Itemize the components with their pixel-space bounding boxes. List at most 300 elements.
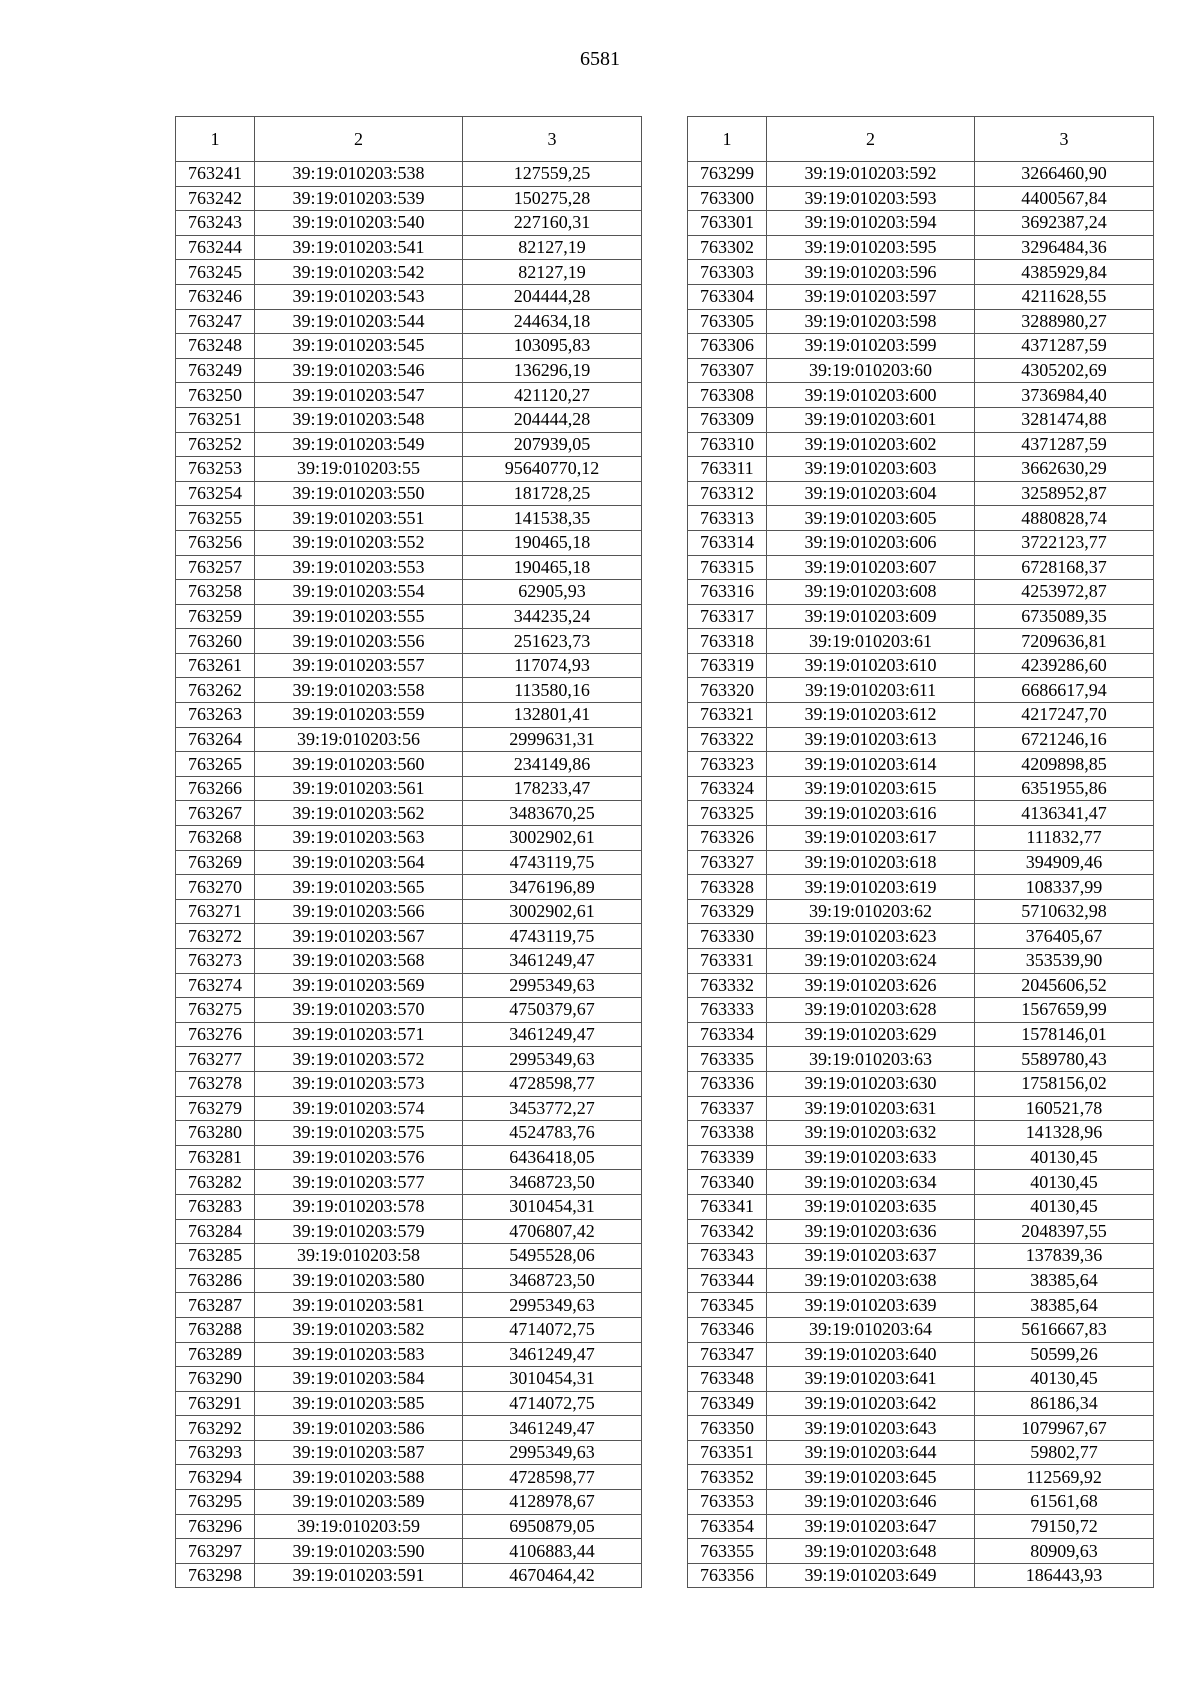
row-number-cell: 763244 bbox=[176, 235, 255, 260]
table-row bbox=[176, 162, 642, 187]
cadastral-number-cell: 39:19:010203:624 bbox=[767, 949, 975, 974]
row-number-cell: 763300 bbox=[688, 186, 767, 211]
row-number-cell: 763251 bbox=[176, 407, 255, 432]
value-cell: 6735089,35 bbox=[975, 604, 1154, 629]
value-cell: 227160,31 bbox=[463, 211, 642, 236]
row-number-cell: 763304 bbox=[688, 284, 767, 309]
value-cell: 3010454,31 bbox=[463, 1367, 642, 1392]
cadastral-number-cell: 39:19:010203:565 bbox=[255, 875, 463, 900]
value-cell: 3468723,50 bbox=[463, 1268, 642, 1293]
row-number-cell: 763265 bbox=[176, 752, 255, 777]
table-row bbox=[688, 383, 1154, 408]
table-row bbox=[176, 1514, 642, 1539]
table-row bbox=[688, 260, 1154, 285]
table-row bbox=[688, 1539, 1154, 1564]
value-cell: 1578146,01 bbox=[975, 1022, 1154, 1047]
table-row bbox=[176, 407, 642, 432]
value-cell: 103095,83 bbox=[463, 334, 642, 359]
value-cell: 137839,36 bbox=[975, 1244, 1154, 1269]
cadastral-number-cell: 39:19:010203:636 bbox=[767, 1219, 975, 1244]
table-row bbox=[688, 1022, 1154, 1047]
cadastral-number-cell: 39:19:010203:541 bbox=[255, 235, 463, 260]
cadastral-number-cell: 39:19:010203:586 bbox=[255, 1416, 463, 1441]
value-cell: 59802,77 bbox=[975, 1440, 1154, 1465]
value-cell: 394909,46 bbox=[975, 850, 1154, 875]
table-row bbox=[176, 998, 642, 1023]
cadastral-number-cell: 39:19:010203:61 bbox=[767, 629, 975, 654]
table-row bbox=[688, 457, 1154, 482]
value-cell: 4217247,70 bbox=[975, 703, 1154, 728]
cadastral-number-cell: 39:19:010203:575 bbox=[255, 1121, 463, 1146]
row-number-cell: 763289 bbox=[176, 1342, 255, 1367]
row-number-cell: 763339 bbox=[688, 1145, 767, 1170]
table-row bbox=[176, 1219, 642, 1244]
row-number-cell: 763335 bbox=[688, 1047, 767, 1072]
value-cell: 3662630,29 bbox=[975, 457, 1154, 482]
row-number-cell: 763329 bbox=[688, 899, 767, 924]
table-row bbox=[688, 162, 1154, 187]
row-number-cell: 763287 bbox=[176, 1293, 255, 1318]
row-number-cell: 763318 bbox=[688, 629, 767, 654]
table-row bbox=[688, 1293, 1154, 1318]
cadastral-number-cell: 39:19:010203:591 bbox=[255, 1563, 463, 1588]
value-cell: 3453772,27 bbox=[463, 1096, 642, 1121]
row-number-cell: 763293 bbox=[176, 1440, 255, 1465]
table-row bbox=[688, 875, 1154, 900]
value-cell: 1567659,99 bbox=[975, 998, 1154, 1023]
table-row bbox=[688, 580, 1154, 605]
cadastral-number-cell: 39:19:010203:646 bbox=[767, 1490, 975, 1515]
cadastral-number-cell: 39:19:010203:584 bbox=[255, 1367, 463, 1392]
row-number-cell: 763257 bbox=[176, 555, 255, 580]
cadastral-number-cell: 39:19:010203:543 bbox=[255, 284, 463, 309]
row-number-cell: 763315 bbox=[688, 555, 767, 580]
row-number-cell: 763253 bbox=[176, 457, 255, 482]
cadastral-number-cell: 39:19:010203:593 bbox=[767, 186, 975, 211]
row-number-cell: 763269 bbox=[176, 850, 255, 875]
table-header-row bbox=[688, 117, 1154, 162]
cadastral-number-cell: 39:19:010203:587 bbox=[255, 1440, 463, 1465]
row-number-cell: 763271 bbox=[176, 899, 255, 924]
cadastral-number-cell: 39:19:010203:639 bbox=[767, 1293, 975, 1318]
cadastral-number-cell: 39:19:010203:643 bbox=[767, 1416, 975, 1441]
value-cell: 117074,93 bbox=[463, 653, 642, 678]
value-cell: 4211628,55 bbox=[975, 284, 1154, 309]
table-row bbox=[688, 801, 1154, 826]
cadastral-number-cell: 39:19:010203:64 bbox=[767, 1317, 975, 1342]
value-cell: 178233,47 bbox=[463, 776, 642, 801]
cadastral-number-cell: 39:19:010203:595 bbox=[767, 235, 975, 260]
cadastral-number-cell: 39:19:010203:588 bbox=[255, 1465, 463, 1490]
value-cell: 190465,18 bbox=[463, 555, 642, 580]
table-row bbox=[688, 998, 1154, 1023]
table-row bbox=[688, 506, 1154, 531]
value-cell: 3002902,61 bbox=[463, 899, 642, 924]
value-cell: 4670464,42 bbox=[463, 1563, 642, 1588]
row-number-cell: 763309 bbox=[688, 407, 767, 432]
row-number-cell: 763308 bbox=[688, 383, 767, 408]
cadastral-number-cell: 39:19:010203:55 bbox=[255, 457, 463, 482]
cadastral-number-cell: 39:19:010203:607 bbox=[767, 555, 975, 580]
value-cell: 4706807,42 bbox=[463, 1219, 642, 1244]
row-number-cell: 763331 bbox=[688, 949, 767, 974]
table-row bbox=[688, 678, 1154, 703]
table-row bbox=[176, 899, 642, 924]
row-number-cell: 763326 bbox=[688, 826, 767, 851]
value-cell: 3281474,88 bbox=[975, 407, 1154, 432]
value-cell: 4400567,84 bbox=[975, 186, 1154, 211]
value-cell: 4750379,67 bbox=[463, 998, 642, 1023]
cadastral-number-cell: 39:19:010203:564 bbox=[255, 850, 463, 875]
row-number-cell: 763277 bbox=[176, 1047, 255, 1072]
value-cell: 7209636,81 bbox=[975, 629, 1154, 654]
table-row bbox=[176, 334, 642, 359]
row-number-cell: 763306 bbox=[688, 334, 767, 359]
cadastral-number-cell: 39:19:010203:572 bbox=[255, 1047, 463, 1072]
cadastral-number-cell: 39:19:010203:56 bbox=[255, 727, 463, 752]
cadastral-number-cell: 39:19:010203:560 bbox=[255, 752, 463, 777]
value-cell: 3461249,47 bbox=[463, 1342, 642, 1367]
cadastral-number-cell: 39:19:010203:610 bbox=[767, 653, 975, 678]
table-row bbox=[688, 924, 1154, 949]
value-cell: 421120,27 bbox=[463, 383, 642, 408]
value-cell: 251623,73 bbox=[463, 629, 642, 654]
cadastral-number-cell: 39:19:010203:561 bbox=[255, 776, 463, 801]
row-number-cell: 763317 bbox=[688, 604, 767, 629]
value-cell: 4371287,59 bbox=[975, 334, 1154, 359]
row-number-cell: 763249 bbox=[176, 358, 255, 383]
value-cell: 244634,18 bbox=[463, 309, 642, 334]
value-cell: 40130,45 bbox=[975, 1145, 1154, 1170]
table-row bbox=[176, 555, 642, 580]
table-row bbox=[176, 875, 642, 900]
table-row bbox=[176, 1022, 642, 1047]
row-number-cell: 763254 bbox=[176, 481, 255, 506]
cadastral-number-cell: 39:19:010203:612 bbox=[767, 703, 975, 728]
cadastral-number-cell: 39:19:010203:616 bbox=[767, 801, 975, 826]
row-number-cell: 763343 bbox=[688, 1244, 767, 1269]
table-row bbox=[688, 1219, 1154, 1244]
cadastral-number-cell: 39:19:010203:589 bbox=[255, 1490, 463, 1515]
value-cell: 3692387,24 bbox=[975, 211, 1154, 236]
row-number-cell: 763290 bbox=[176, 1367, 255, 1392]
table-row bbox=[176, 1071, 642, 1096]
table-row bbox=[688, 1121, 1154, 1146]
row-number-cell: 763333 bbox=[688, 998, 767, 1023]
cadastral-number-cell: 39:19:010203:637 bbox=[767, 1244, 975, 1269]
row-number-cell: 763351 bbox=[688, 1440, 767, 1465]
row-number-cell: 763274 bbox=[176, 973, 255, 998]
table-row bbox=[688, 629, 1154, 654]
table-row bbox=[688, 1563, 1154, 1588]
row-number-cell: 763325 bbox=[688, 801, 767, 826]
row-number-cell: 763270 bbox=[176, 875, 255, 900]
row-number-cell: 763267 bbox=[176, 801, 255, 826]
row-number-cell: 763299 bbox=[688, 162, 767, 187]
table-row bbox=[688, 358, 1154, 383]
value-cell: 2045606,52 bbox=[975, 973, 1154, 998]
value-cell: 3296484,36 bbox=[975, 235, 1154, 260]
table-row bbox=[176, 186, 642, 211]
value-cell: 3461249,47 bbox=[463, 949, 642, 974]
cadastral-number-cell: 39:19:010203:63 bbox=[767, 1047, 975, 1072]
cadastral-number-cell: 39:19:010203:638 bbox=[767, 1268, 975, 1293]
value-cell: 2999631,31 bbox=[463, 727, 642, 752]
value-cell: 3010454,31 bbox=[463, 1194, 642, 1219]
cadastral-number-cell: 39:19:010203:613 bbox=[767, 727, 975, 752]
value-cell: 181728,25 bbox=[463, 481, 642, 506]
cadastral-number-cell: 39:19:010203:546 bbox=[255, 358, 463, 383]
value-cell: 2995349,63 bbox=[463, 973, 642, 998]
table-row bbox=[688, 703, 1154, 728]
value-cell: 3476196,89 bbox=[463, 875, 642, 900]
row-number-cell: 763342 bbox=[688, 1219, 767, 1244]
cadastral-number-cell: 39:19:010203:600 bbox=[767, 383, 975, 408]
table-row bbox=[688, 850, 1154, 875]
row-number-cell: 763246 bbox=[176, 284, 255, 309]
cadastral-number-cell: 39:19:010203:598 bbox=[767, 309, 975, 334]
cadastral-number-cell: 39:19:010203:606 bbox=[767, 530, 975, 555]
cadastral-number-cell: 39:19:010203:59 bbox=[255, 1514, 463, 1539]
table-row bbox=[176, 924, 642, 949]
cadastral-number-cell: 39:19:010203:640 bbox=[767, 1342, 975, 1367]
value-cell: 61561,68 bbox=[975, 1490, 1154, 1515]
row-number-cell: 763341 bbox=[688, 1194, 767, 1219]
cadastral-number-cell: 39:19:010203:550 bbox=[255, 481, 463, 506]
value-cell: 190465,18 bbox=[463, 530, 642, 555]
cadastral-number-cell: 39:19:010203:609 bbox=[767, 604, 975, 629]
value-cell: 3468723,50 bbox=[463, 1170, 642, 1195]
cadastral-number-cell: 39:19:010203:542 bbox=[255, 260, 463, 285]
row-number-cell: 763282 bbox=[176, 1170, 255, 1195]
table-row bbox=[176, 1391, 642, 1416]
row-number-cell: 763280 bbox=[176, 1121, 255, 1146]
cadastral-number-cell: 39:19:010203:538 bbox=[255, 162, 463, 187]
value-cell: 4743119,75 bbox=[463, 850, 642, 875]
column-header-2: 2 bbox=[255, 117, 463, 162]
value-cell: 5710632,98 bbox=[975, 899, 1154, 924]
table-row bbox=[176, 1416, 642, 1441]
value-cell: 113580,16 bbox=[463, 678, 642, 703]
table-row bbox=[688, 727, 1154, 752]
cadastral-number-cell: 39:19:010203:647 bbox=[767, 1514, 975, 1539]
table-row bbox=[176, 776, 642, 801]
value-cell: 2048397,55 bbox=[975, 1219, 1154, 1244]
row-number-cell: 763291 bbox=[176, 1391, 255, 1416]
row-number-cell: 763328 bbox=[688, 875, 767, 900]
table-row bbox=[176, 1047, 642, 1072]
table-row bbox=[688, 1514, 1154, 1539]
table-row bbox=[176, 752, 642, 777]
cadastral-number-cell: 39:19:010203:649 bbox=[767, 1563, 975, 1588]
column-header-1: 1 bbox=[176, 117, 255, 162]
row-number-cell: 763313 bbox=[688, 506, 767, 531]
table-row bbox=[176, 1440, 642, 1465]
row-number-cell: 763286 bbox=[176, 1268, 255, 1293]
row-number-cell: 763344 bbox=[688, 1268, 767, 1293]
value-cell: 80909,63 bbox=[975, 1539, 1154, 1564]
row-number-cell: 763350 bbox=[688, 1416, 767, 1441]
cadastral-number-cell: 39:19:010203:628 bbox=[767, 998, 975, 1023]
cadastral-number-cell: 39:19:010203:596 bbox=[767, 260, 975, 285]
row-number-cell: 763245 bbox=[176, 260, 255, 285]
row-number-cell: 763303 bbox=[688, 260, 767, 285]
table-row bbox=[688, 186, 1154, 211]
page-number: 6581 bbox=[580, 48, 620, 70]
table-row bbox=[176, 1563, 642, 1588]
value-cell: 141328,96 bbox=[975, 1121, 1154, 1146]
cadastral-number-cell: 39:19:010203:631 bbox=[767, 1096, 975, 1121]
table-row bbox=[176, 1244, 642, 1269]
table-row bbox=[176, 284, 642, 309]
table-row bbox=[688, 432, 1154, 457]
value-cell: 4524783,76 bbox=[463, 1121, 642, 1146]
table-row bbox=[688, 1145, 1154, 1170]
cadastral-number-cell: 39:19:010203:554 bbox=[255, 580, 463, 605]
value-cell: 6436418,05 bbox=[463, 1145, 642, 1170]
cadastral-number-cell: 39:19:010203:62 bbox=[767, 899, 975, 924]
table-row bbox=[688, 1244, 1154, 1269]
cadastral-number-cell: 39:19:010203:630 bbox=[767, 1071, 975, 1096]
value-cell: 3002902,61 bbox=[463, 826, 642, 851]
row-number-cell: 763292 bbox=[176, 1416, 255, 1441]
value-cell: 38385,64 bbox=[975, 1268, 1154, 1293]
value-cell: 5495528,06 bbox=[463, 1244, 642, 1269]
cadastral-number-cell: 39:19:010203:602 bbox=[767, 432, 975, 457]
row-number-cell: 763279 bbox=[176, 1096, 255, 1121]
row-number-cell: 763346 bbox=[688, 1317, 767, 1342]
row-number-cell: 763250 bbox=[176, 383, 255, 408]
value-cell: 1079967,67 bbox=[975, 1416, 1154, 1441]
row-number-cell: 763311 bbox=[688, 457, 767, 482]
table-row bbox=[688, 1465, 1154, 1490]
table-row bbox=[176, 1268, 642, 1293]
cadastral-number-cell: 39:19:010203:556 bbox=[255, 629, 463, 654]
column-header-3: 3 bbox=[975, 117, 1154, 162]
value-cell: 4714072,75 bbox=[463, 1391, 642, 1416]
row-number-cell: 763302 bbox=[688, 235, 767, 260]
row-number-cell: 763283 bbox=[176, 1194, 255, 1219]
value-cell: 40130,45 bbox=[975, 1194, 1154, 1219]
table-row bbox=[176, 826, 642, 851]
row-number-cell: 763256 bbox=[176, 530, 255, 555]
cadastral-number-cell: 39:19:010203:611 bbox=[767, 678, 975, 703]
table-row bbox=[176, 1490, 642, 1515]
table-row bbox=[688, 949, 1154, 974]
row-number-cell: 763327 bbox=[688, 850, 767, 875]
table-row bbox=[688, 1096, 1154, 1121]
table-row bbox=[688, 334, 1154, 359]
row-number-cell: 763330 bbox=[688, 924, 767, 949]
table-row bbox=[176, 1145, 642, 1170]
value-cell: 136296,19 bbox=[463, 358, 642, 383]
cadastral-number-cell: 39:19:010203:567 bbox=[255, 924, 463, 949]
row-number-cell: 763307 bbox=[688, 358, 767, 383]
row-number-cell: 763263 bbox=[176, 703, 255, 728]
cadastral-number-cell: 39:19:010203:601 bbox=[767, 407, 975, 432]
row-number-cell: 763305 bbox=[688, 309, 767, 334]
row-number-cell: 763284 bbox=[176, 1219, 255, 1244]
table-row bbox=[688, 604, 1154, 629]
column-header-3: 3 bbox=[463, 117, 642, 162]
cadastral-number-cell: 39:19:010203:577 bbox=[255, 1170, 463, 1195]
cadastral-number-cell: 39:19:010203:578 bbox=[255, 1194, 463, 1219]
value-cell: 2995349,63 bbox=[463, 1047, 642, 1072]
row-number-cell: 763298 bbox=[176, 1563, 255, 1588]
row-number-cell: 763247 bbox=[176, 309, 255, 334]
cadastral-number-cell: 39:19:010203:644 bbox=[767, 1440, 975, 1465]
cadastral-number-cell: 39:19:010203:599 bbox=[767, 334, 975, 359]
row-number-cell: 763336 bbox=[688, 1071, 767, 1096]
row-number-cell: 763243 bbox=[176, 211, 255, 236]
table-row bbox=[176, 1317, 642, 1342]
row-number-cell: 763288 bbox=[176, 1317, 255, 1342]
row-number-cell: 763320 bbox=[688, 678, 767, 703]
row-number-cell: 763281 bbox=[176, 1145, 255, 1170]
table-row bbox=[688, 284, 1154, 309]
value-cell: 4728598,77 bbox=[463, 1465, 642, 1490]
table-row bbox=[688, 235, 1154, 260]
value-cell: 204444,28 bbox=[463, 284, 642, 309]
cadastral-number-cell: 39:19:010203:634 bbox=[767, 1170, 975, 1195]
cadastral-number-cell: 39:19:010203:614 bbox=[767, 752, 975, 777]
table-row bbox=[688, 1342, 1154, 1367]
value-cell: 353539,90 bbox=[975, 949, 1154, 974]
cadastral-number-cell: 39:19:010203:555 bbox=[255, 604, 463, 629]
register-table-right bbox=[687, 116, 1154, 1588]
cadastral-number-cell: 39:19:010203:568 bbox=[255, 949, 463, 974]
value-cell: 4743119,75 bbox=[463, 924, 642, 949]
value-cell: 95640770,12 bbox=[463, 457, 642, 482]
table-row bbox=[688, 555, 1154, 580]
cadastral-number-cell: 39:19:010203:633 bbox=[767, 1145, 975, 1170]
cadastral-number-cell: 39:19:010203:563 bbox=[255, 826, 463, 851]
table-body bbox=[688, 162, 1154, 1588]
table-row bbox=[176, 653, 642, 678]
cadastral-number-cell: 39:19:010203:562 bbox=[255, 801, 463, 826]
value-cell: 127559,25 bbox=[463, 162, 642, 187]
value-cell: 4371287,59 bbox=[975, 432, 1154, 457]
row-number-cell: 763323 bbox=[688, 752, 767, 777]
row-number-cell: 763264 bbox=[176, 727, 255, 752]
value-cell: 3461249,47 bbox=[463, 1022, 642, 1047]
table-row bbox=[688, 1391, 1154, 1416]
table-row bbox=[176, 580, 642, 605]
value-cell: 4128978,67 bbox=[463, 1490, 642, 1515]
cadastral-number-cell: 39:19:010203:540 bbox=[255, 211, 463, 236]
cadastral-number-cell: 39:19:010203:566 bbox=[255, 899, 463, 924]
row-number-cell: 763297 bbox=[176, 1539, 255, 1564]
cadastral-number-cell: 39:19:010203:579 bbox=[255, 1219, 463, 1244]
cadastral-number-cell: 39:19:010203:559 bbox=[255, 703, 463, 728]
cadastral-number-cell: 39:19:010203:629 bbox=[767, 1022, 975, 1047]
value-cell: 4106883,44 bbox=[463, 1539, 642, 1564]
row-number-cell: 763319 bbox=[688, 653, 767, 678]
row-number-cell: 763347 bbox=[688, 1342, 767, 1367]
table-row bbox=[176, 1342, 642, 1367]
row-number-cell: 763356 bbox=[688, 1563, 767, 1588]
table-row bbox=[688, 776, 1154, 801]
row-number-cell: 763262 bbox=[176, 678, 255, 703]
value-cell: 4728598,77 bbox=[463, 1071, 642, 1096]
table-row bbox=[688, 1367, 1154, 1392]
table-row bbox=[688, 1194, 1154, 1219]
value-cell: 40130,45 bbox=[975, 1170, 1154, 1195]
value-cell: 5589780,43 bbox=[975, 1047, 1154, 1072]
table-row bbox=[176, 457, 642, 482]
cadastral-number-cell: 39:19:010203:552 bbox=[255, 530, 463, 555]
value-cell: 207939,05 bbox=[463, 432, 642, 457]
